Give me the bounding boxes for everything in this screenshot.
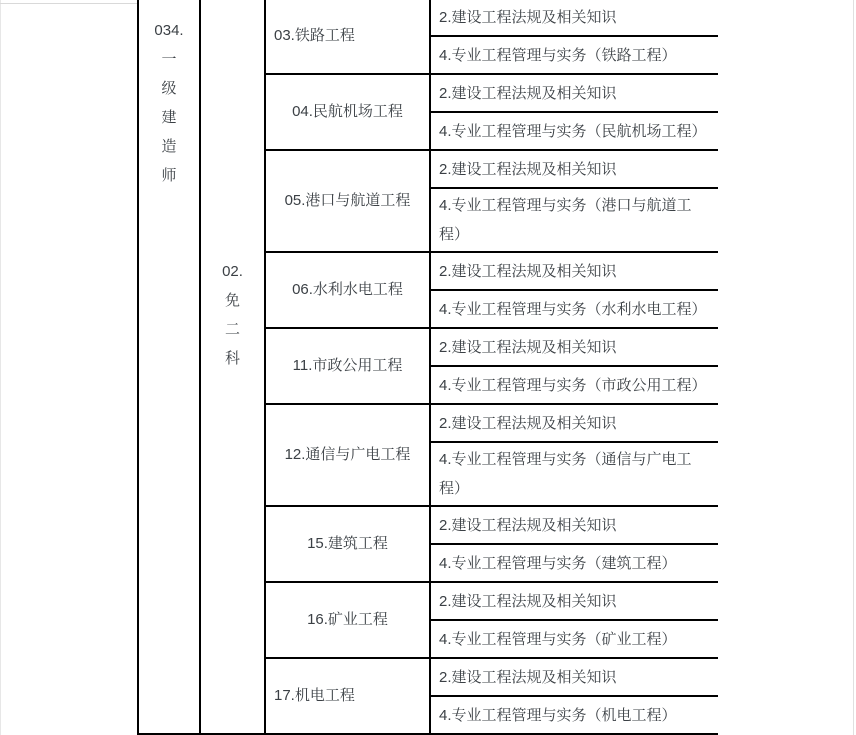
- vertical-text-line: 一: [161, 51, 177, 68]
- specialty-cell: 03.铁路工程: [266, 0, 429, 73]
- subject-cell: 2.建设工程法规及相关知识: [431, 0, 720, 35]
- vertical-text-line: 034.: [154, 22, 184, 39]
- vertical-text-line: 造: [161, 138, 177, 155]
- subject-cell: 4.专业工程管理与实务（市政公用工程）: [431, 367, 720, 403]
- subject-cell: 2.建设工程法规及相关知识: [431, 659, 720, 695]
- subject-cell: 2.建设工程法规及相关知识: [431, 329, 720, 365]
- subject-cell: 2.建设工程法规及相关知识: [431, 507, 720, 543]
- subject-cell: 4.专业工程管理与实务（水利水电工程）: [431, 291, 720, 327]
- top-left-partial-gridline: [0, 3, 137, 4]
- vertical-text-line: 二: [224, 321, 240, 338]
- subject-cell: 4.专业工程管理与实务（通信与广电工程）: [431, 443, 720, 505]
- subject-cell: 4.专业工程管理与实务（铁路工程）: [431, 37, 720, 73]
- specialty-cell: 05.港口与航道工程: [266, 151, 429, 251]
- subject-cell: 4.专业工程管理与实务（建筑工程）: [431, 545, 720, 581]
- subject-cell: 4.专业工程管理与实务（机电工程）: [431, 697, 720, 733]
- subject-cell: 2.建设工程法规及相关知识: [431, 253, 720, 289]
- specialty-cell: 17.机电工程: [266, 659, 429, 733]
- vertical-text-line: 02.: [222, 263, 243, 280]
- vertical-text-line: 级: [161, 80, 177, 97]
- subject-cell: 2.建设工程法规及相关知识: [431, 75, 720, 111]
- subject-cell: 4.专业工程管理与实务（矿业工程）: [431, 621, 720, 657]
- vertical-text-line: 师: [161, 167, 177, 184]
- specialty-cell: 12.通信与广电工程: [266, 405, 429, 505]
- specialty-cell: 11.市政公用工程: [266, 329, 429, 403]
- subject-cell: 2.建设工程法规及相关知识: [431, 405, 720, 441]
- subject-cell: 2.建设工程法规及相关知识: [431, 583, 720, 619]
- specialty-cell: 15.建筑工程: [266, 507, 429, 581]
- exam-subjects-table: [137, 0, 718, 735]
- vertical-text-line: 免: [224, 292, 240, 309]
- vertical-text-line: 科: [224, 350, 240, 367]
- specialty-cell: 04.民航机场工程: [266, 75, 429, 149]
- subject-cell: 4.专业工程管理与实务（港口与航道工程）: [431, 189, 720, 251]
- right-edge-line: [853, 0, 854, 735]
- subject-cell: 2.建设工程法规及相关知识: [431, 151, 720, 187]
- vertical-text-line: 建: [161, 109, 177, 126]
- exemption-cell: [201, 0, 264, 733]
- qualification-cell: [139, 0, 199, 733]
- specialty-cell: 06.水利水电工程: [266, 253, 429, 327]
- left-edge-line: [0, 0, 1, 735]
- subject-cell: 4.专业工程管理与实务（民航机场工程）: [431, 113, 720, 149]
- specialty-cell: 16.矿业工程: [266, 583, 429, 657]
